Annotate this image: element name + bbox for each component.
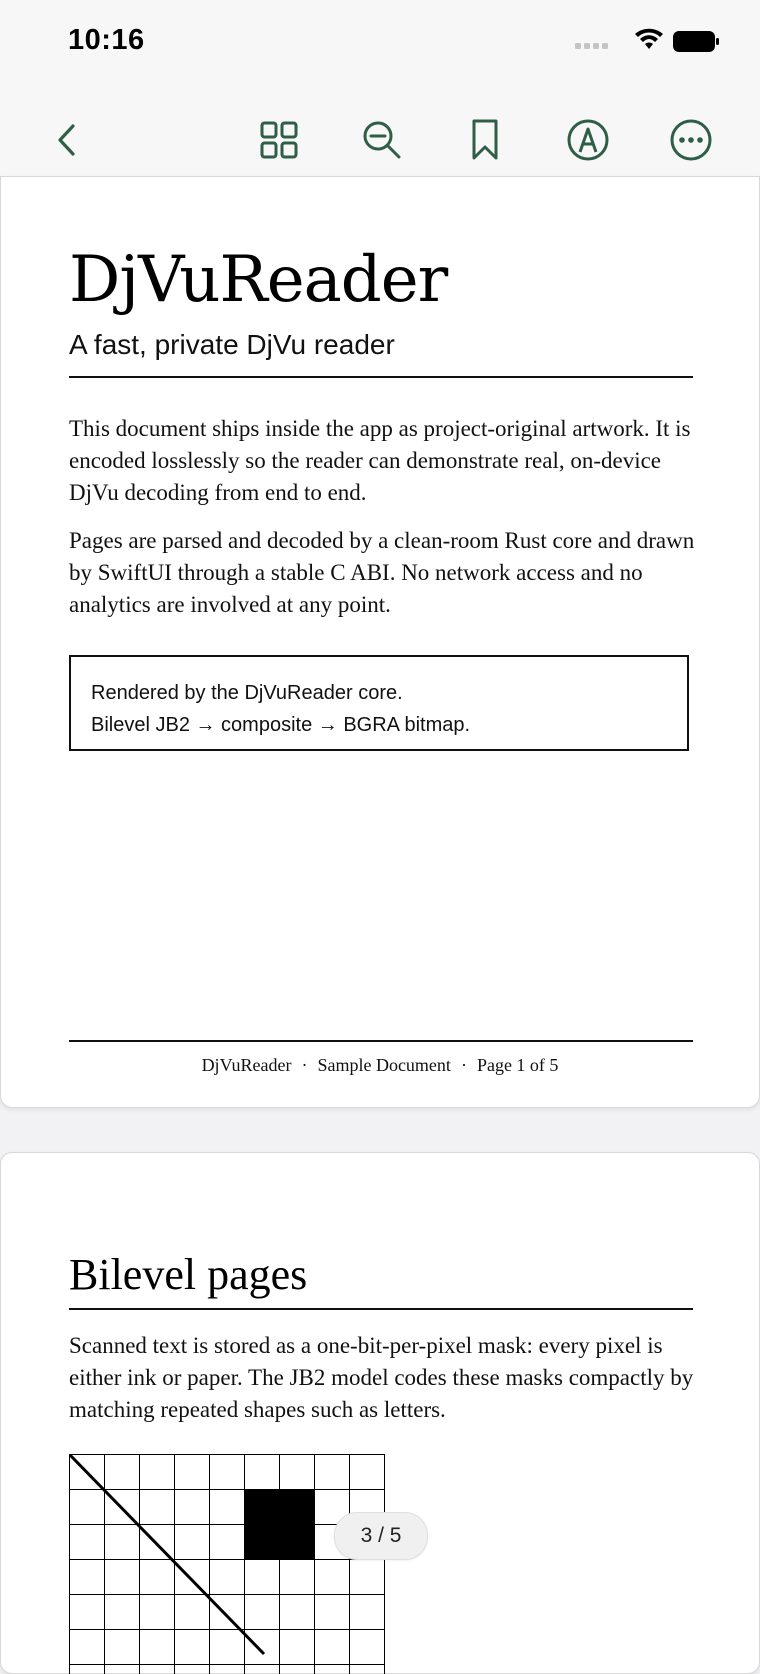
- footer-separator: ·: [460, 1055, 467, 1075]
- thumbnails-button[interactable]: [251, 112, 307, 168]
- footer-doc-name: Sample Document: [317, 1055, 451, 1075]
- ellipsis-circle-icon: [669, 118, 713, 162]
- section-heading: Bilevel pages: [69, 1250, 308, 1299]
- chevron-left-icon: [48, 120, 88, 160]
- page-subtitle: A fast, private DjVu reader: [69, 329, 395, 360]
- document-page-2[interactable]: [0, 1152, 760, 1674]
- cellular-signal-icon: [575, 43, 608, 49]
- callout-line-1: Rendered by the DjVuReader core.: [91, 682, 403, 704]
- grid-icon: [259, 120, 299, 160]
- magnify-minus-icon: [361, 119, 403, 161]
- bilevel-paragraph: Scanned text is stored as a one-bit-per-pixel mask: every pixel is either ink or paper. The JB2 model codes these masks compactly by matching repeated shapes such as letters.: [69, 1333, 694, 1422]
- zoom-out-button[interactable]: [354, 112, 410, 168]
- status-icons: [575, 28, 720, 56]
- footer-rule: [69, 1040, 693, 1042]
- wifi-icon: [635, 29, 663, 49]
- diagonal-stroke: [69, 1454, 264, 1654]
- bilevel-grid-figure: [69, 1454, 387, 1674]
- page-footer: [1, 1055, 759, 1076]
- footer-app-name: DjVuReader: [201, 1055, 292, 1075]
- footer-separator: ·: [301, 1055, 308, 1075]
- callout-line-2: Bilevel JB2 → composite → BGRA bitmap.: [91, 714, 471, 736]
- document-page-1[interactable]: [0, 176, 760, 1108]
- bookmark-icon: [467, 118, 503, 162]
- intro-paragraph: This document ships inside the app as project-original artwork. It is encoded losslessly so the reader can demonstrate real, on-device DjVu decoding from end to end.: [69, 416, 691, 505]
- back-button[interactable]: [40, 112, 96, 168]
- bookmark-button[interactable]: [457, 112, 513, 168]
- page-indicator: 3 / 5: [334, 1512, 428, 1560]
- ink-block: [244, 1489, 314, 1559]
- status-bar: [0, 0, 760, 90]
- annotate-button[interactable]: [560, 112, 616, 168]
- status-time: 10:16: [68, 24, 145, 56]
- heading-rule: [69, 1308, 693, 1310]
- more-button[interactable]: [663, 112, 719, 168]
- battery-icon: [673, 31, 719, 52]
- footer-page-number: Page 1 of 5: [476, 1055, 559, 1075]
- title-rule: [69, 376, 693, 378]
- pen-circle-icon: [566, 118, 610, 162]
- render-callout-box: [69, 655, 689, 751]
- page-title: DjVuReader: [69, 243, 448, 317]
- architecture-paragraph: Pages are parsed and decoded by a clean-room Rust core and drawn by SwiftUI through a stable C ABI. No network access and no analytics are involved at any point.: [69, 528, 695, 617]
